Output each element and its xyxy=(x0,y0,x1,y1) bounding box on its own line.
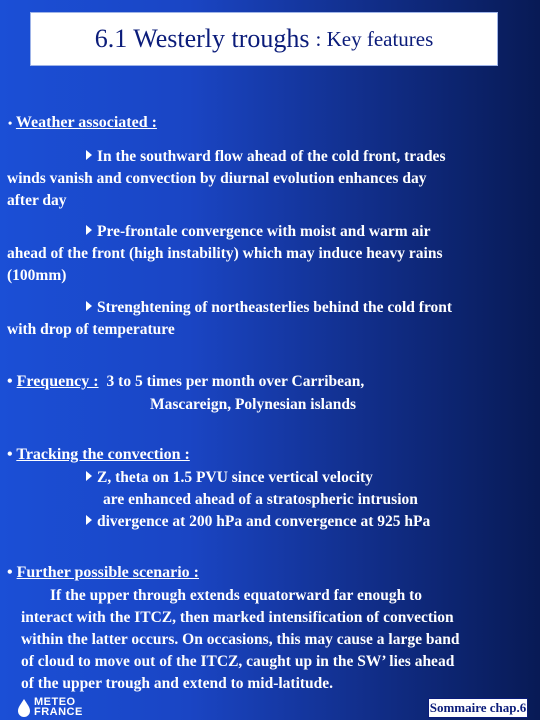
sommaire-chapter-button[interactable]: Sommaire chap.6 xyxy=(428,698,528,718)
slide-title xyxy=(30,12,498,66)
scenario-label: Further possible scenario : xyxy=(16,564,199,581)
tracking-label: Tracking the convection : xyxy=(16,446,190,463)
triangle-bullet-icon xyxy=(86,150,92,160)
frequency-label: Frequency : xyxy=(16,373,99,390)
tracking-heading xyxy=(7,444,190,466)
scenario-line-5: of the upper trough and extend to mid-latitude. xyxy=(21,675,334,692)
weather-item-2-line-2: ahead of the front (high instability) which may induce heavy rains xyxy=(7,245,443,262)
logo-line-2: FRANCE xyxy=(34,706,83,718)
weather-item-1-line-3: after day xyxy=(7,192,67,209)
tracking-item-1-line-1: Z, theta on 1.5 PVU since vertical velocity xyxy=(86,467,373,489)
meteo-france-logo xyxy=(34,697,98,720)
scenario-line-1: If the upper through extends equatorward far enough to xyxy=(50,587,423,604)
bullet: • xyxy=(7,373,13,390)
triangle-bullet-icon xyxy=(86,301,92,311)
weather-item-2-line-1: Pre-frontale convergence with moist and warm air xyxy=(86,221,430,243)
meteo-france-logo-icon xyxy=(18,699,30,717)
frequency-text: 3 to 5 times per month over Carribean, xyxy=(106,373,365,390)
weather-item-3-line-1: Strenghtening of northeasterlies behind the cold front xyxy=(86,297,452,319)
logo-line-1: METEO xyxy=(34,696,76,708)
frequency-line-2: Mascareign, Polynesian islands xyxy=(150,396,356,413)
weather-label: Weather associated : xyxy=(15,114,157,131)
scenario-line-4: of cloud to move out of the ITCZ, caught up in the SW’ lies ahead xyxy=(21,653,455,670)
scenario-heading xyxy=(7,562,199,584)
frequency-line-1 xyxy=(7,371,364,393)
weather-item-1-line-1: In the southward flow ahead of the cold front, trades xyxy=(86,146,445,168)
weather-item-2-line-3: (100mm) xyxy=(7,267,67,284)
title-main: 6.1 Westerly troughs xyxy=(94,24,310,53)
scenario-line-3: within the latter occurs. On occasions, this may cause a large band xyxy=(21,631,460,648)
bullet: • xyxy=(7,564,13,581)
weather-item-3-line-2: with drop of temperature xyxy=(7,321,175,338)
tracking-item-2: divergence at 200 hPa and convergence at 925 hPa xyxy=(86,511,430,533)
bullet: • xyxy=(7,446,13,463)
tracking-item-1-line-2: are enhanced ahead of a stratospheric intrusion xyxy=(103,491,418,508)
triangle-bullet-icon xyxy=(86,225,92,235)
weather-item-1-line-2: winds vanish and convection by diurnal evolution enhances day xyxy=(7,170,427,187)
triangle-bullet-icon xyxy=(86,471,92,481)
weather-heading xyxy=(8,112,157,134)
title-sub: : Key features xyxy=(315,26,434,51)
triangle-bullet-icon xyxy=(86,515,92,525)
scenario-line-2: interact with the ITCZ, then marked intensification of convection xyxy=(21,609,454,626)
bullet: • xyxy=(8,116,13,130)
